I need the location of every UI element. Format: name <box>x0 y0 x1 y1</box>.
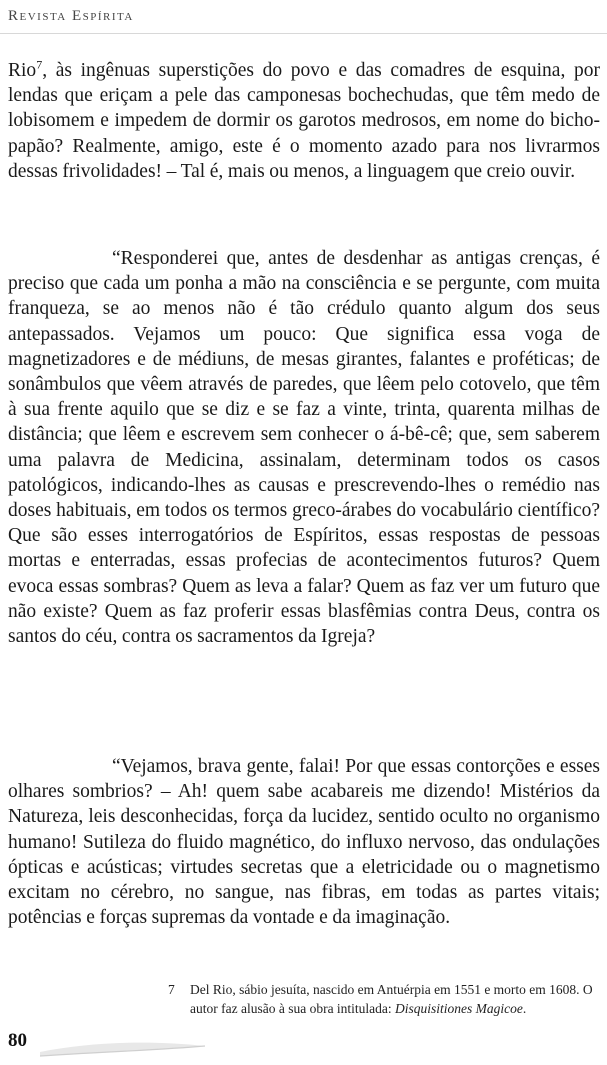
paragraph-1-text: , às ingênuas superstições do povo e das comadres de esquina, por lendas que eriçam a pele das camponesas bochechudas, que têm medo de lobisomem e impedem de dormir os garotos medrosos, em nome do bicho-papão? Realmente, amigo, este é o momento azado para nos livrarmos dessas frivolidades! – Tal é, mais ou menos, a linguagem que creio ouvir. <box>8 60 600 182</box>
paragraph-1-lead-word: Rio <box>8 60 37 81</box>
paragraph-1 <box>8 58 600 184</box>
footnote-body <box>190 981 596 1018</box>
footnote-ref[interactable]: 7 <box>36 57 43 72</box>
footnote-end: . <box>522 1000 527 1016</box>
footnote-number: 7 <box>168 982 175 997</box>
page-number-swoosh-decoration <box>0 1030 210 1060</box>
paragraph-2: “Responderei que, antes de desdenhar as antigas crenças, é preciso que cada um ponha a mão na consciência e se pergunte, com muita franqueza, se ao menos não é tão crédulo quanto algum dos seus antepassados. Vejamos um pouco: Que significa essa voga de magnetizadores e de médiuns, de mesas girantes, falantes e proféticas; de sonâmbulos que vêem através de paredes, que lêem pelo cotovelo, que têm à sua frente aquilo que se diz e se faz a vinte, trinta, quarenta milhas de distância; que lêem e escrevem sem conhecer o á-bê-cê; que, sem saberem uma palavra de Medicina, assinalam, determinam todos os casos patológicos, indicando-lhes as causas e prescrevendo-lhes o remédio nas doses habituais, em todos os termos greco-árabes do vocabulário científico? Que são esses interrogatórios de Espíritos, essas respostas de pessoas mortas e enterradas, essas profecias de acontecimentos futuros? Quem evoca essas sombras? Quem as leva a falar? Quem as faz ver um futuro que não existe? Quem as faz proferir essas blasfêmias contra Deus, contra os santos do céu, contra os sacramentos da Igreja? <box>8 248 600 648</box>
paragraph-3: “Vejamos, brava gente, falai! Por que essas contorções e esses olhares sombrios? – Ah! quem sabe acabareis me dizendo! Mistérios da Natureza, leis desconhecidas, força da lucidez, sentido oculto no organismo humano! Sutileza do fluido magnético, do influxo nervoso, das ondulações ópticas e acústicas; virtudes secretas que a eletricidade ou o magnetismo excitam no cérebro, no sangue, nas fibras, em todas as partes vitais; potências e forças supremas da vontade e da imaginação. <box>8 756 600 929</box>
footnote <box>168 981 596 1018</box>
footnote-work-title: Disquisitiones Magicoe <box>395 1000 523 1016</box>
header-rule <box>0 33 607 34</box>
footnote-text: Del Rio, sábio jesuíta, nascido em Antuérpia em 1551 e morto em 1608. O autor faz alusão à sua obra intitulada: <box>190 982 593 1016</box>
running-header: Revista Espírita <box>8 8 134 24</box>
page-number: 80 <box>8 1030 27 1051</box>
